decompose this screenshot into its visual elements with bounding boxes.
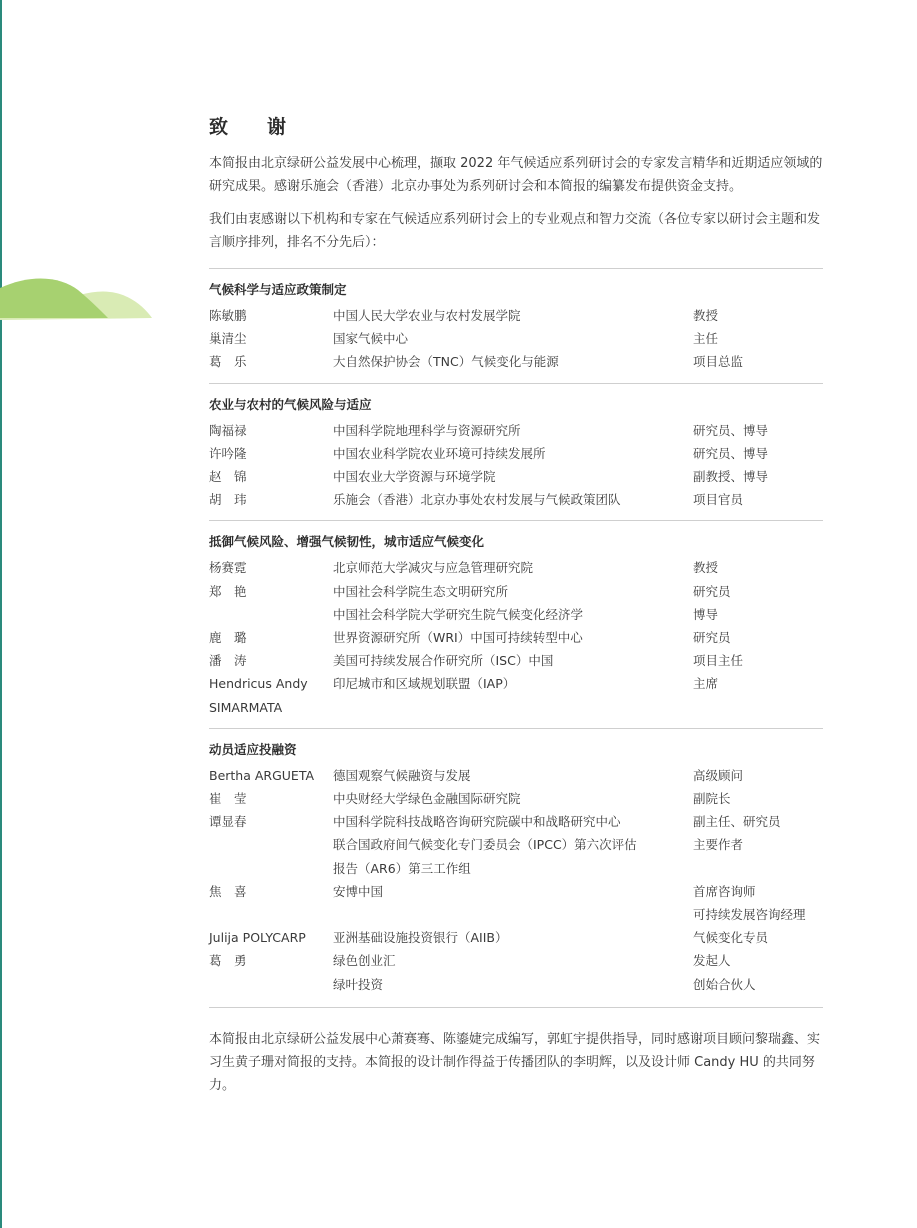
expert-organization: 安博中国 [333,883,384,899]
expert-name: 赵 锦 [209,469,247,485]
expert-row [209,419,823,442]
expert-organization: 绿叶投资 [333,976,384,992]
expert-name: 杨赛霓 [209,560,247,576]
expert-title: 主要作者 [693,837,744,853]
expert-name: 潘 涛 [209,653,247,669]
expert-name: 鹿 璐 [209,630,247,646]
expert-name: Bertha ARGUETA [209,767,315,783]
expert-title: 教授 [693,560,719,576]
intro-paragraph-2: 我们由衷感谢以下机构和专家在气候适应系列研讨会上的专业观点和智力交流（各位专家以研讨会主题和发言顺序排列，排名不分先后）： [209,212,821,250]
expert-row [209,304,823,327]
expert-row [209,626,823,649]
expert-title: 气候变化专员 [693,930,769,946]
expert-title [693,857,823,880]
expert-name: 许吟隆 [209,445,247,461]
expert-title: 高级顾问 [693,767,744,783]
section-title: 气候科学与适应政策制定 [209,282,347,297]
expert-title: 项目主任 [693,653,744,669]
expert-row [209,442,823,465]
section-block [209,268,823,383]
expert-name: 焦 喜 [209,883,247,899]
expert-name: 崔 莹 [209,791,247,807]
expert-row [209,580,823,603]
expert-organization: 联合国政府间气候变化专门委员会（IPCC）第六次评估 [333,837,637,853]
expert-row [209,672,823,718]
expert-row [209,973,823,996]
expert-organization: 中国社会科学院大学研究生院气候变化经济学 [333,606,584,622]
footer-credits [209,1007,823,1097]
expert-name [209,973,333,996]
expert-organization: 德国观察气候融资与发展 [333,767,471,783]
expert-row [209,764,823,787]
decorative-hills [0,270,160,330]
expert-title: 研究员 [693,630,731,646]
expert-title: 主任 [693,331,719,347]
expert-title: 副院长 [693,791,731,807]
expert-row [209,787,823,810]
expert-title: 创始合伙人 [693,976,756,992]
expert-name [209,603,333,626]
expert-title: 研究员、博导 [693,422,769,438]
expert-organization: 中国科学院地理科学与资源研究所 [333,422,521,438]
expert-name: Hendricus Andy SIMARMATA [209,676,308,715]
expert-organization: 亚洲基础设施投资银行（AIIB） [333,930,508,946]
expert-organization: 大自然保护协会（TNC）气候变化与能源 [333,354,559,370]
section-title: 动员适应投融资 [209,741,297,757]
expert-row [209,810,823,833]
expert-title: 教授 [693,308,719,323]
expert-title: 副教授、博导 [693,469,769,485]
expert-row [209,949,823,972]
expert-name [209,833,333,856]
expert-title: 主席 [693,676,719,692]
expert-name: 郑 艳 [209,583,247,599]
expert-organization: 印尼城市和区域规划联盟（IAP） [333,676,516,692]
expert-row [209,833,823,856]
expert-title: 研究员 [693,583,731,599]
page-edge-stripe [0,0,2,1228]
expert-row [209,857,823,880]
intro-paragraph-1: 本简报由北京绿研公益发展中心梳理，撷取 2022 年气候适应系列研讨会的专家发言精华和近期适应领域的研究成果。感谢乐施会（香港）北京办事处为系列研讨会和本简报的编纂发布提供资金支持。 [209,156,823,194]
expert-name: 谭显春 [209,814,247,830]
expert-row [209,649,823,672]
section-block [209,383,823,521]
expert-row [209,556,823,579]
expert-name [209,903,333,926]
expert-organization: 乐施会（香港）北京办事处农村发展与气候政策团队 [333,492,621,508]
expert-row [209,465,823,488]
expert-organization: 中国科学院科技战略咨询研究院碳中和战略研究中心 [333,814,621,830]
expert-name: Julija POLYCARP [209,930,306,946]
section-block [209,728,823,1005]
expert-organization: 报告（AR6）第三工作组 [333,860,471,876]
section-title: 农业与农村的气候风险与适应 [209,396,372,412]
expert-title: 可持续发展咨询经理 [693,907,806,923]
expert-row [209,926,823,949]
expert-title: 项目官员 [693,492,744,508]
expert-name: 陈敏鹏 [209,308,247,323]
expert-title: 研究员、博导 [693,445,769,461]
expert-organization: 国家气候中心 [333,331,409,347]
expert-organization: 美国可持续发展合作研究所（ISC）中国 [333,653,554,669]
expert-title: 博导 [693,606,719,622]
expert-sections [209,268,823,1005]
footer-text: 本简报由北京绿研公益发展中心萧赛骞、陈鎏婕完成编写，郭虹宇提供指导，同时感谢项目顾问黎瑞鑫、实习生黄子珊对简报的支持。本简报的设计制作得益于传播团队的李明辉，以及设计师 Candy HU 的共同努力。 [209,1031,821,1093]
expert-row [209,880,823,903]
expert-row [209,488,823,511]
acknowledgements-content [209,112,823,1097]
expert-organization: 北京师范大学减灾与应急管理研究院 [333,560,534,576]
expert-title: 副主任、研究员 [693,814,781,830]
expert-row [209,327,823,350]
expert-title: 项目总监 [693,354,744,370]
expert-row [209,350,823,373]
expert-organization: 中国人民大学农业与农村发展学院 [333,308,521,323]
page-title: 致 谢 [209,116,297,138]
expert-organization: 中央财经大学绿色金融国际研究院 [333,791,521,807]
expert-organization: 世界资源研究所（WRI）中国可持续转型中心 [333,630,583,646]
section-title: 抵御气候风险、增强气候韧性，城市适应气候变化 [209,534,485,550]
expert-name: 陶福禄 [209,422,247,438]
expert-name: 胡 玮 [209,492,247,508]
expert-organization: 中国农业科学院农业环境可持续发展所 [333,445,546,461]
expert-organization [333,903,693,926]
expert-name [209,857,333,880]
expert-title: 发起人 [693,953,731,969]
expert-row [209,903,823,926]
section-block [209,520,823,727]
expert-title: 首席咨询师 [693,883,756,899]
expert-name: 葛 乐 [209,354,247,370]
expert-organization: 中国社会科学院生态文明研究所 [333,583,509,599]
expert-row [209,603,823,626]
expert-organization: 中国农业大学资源与环境学院 [333,469,496,485]
expert-name: 葛 勇 [209,953,247,969]
expert-organization: 绿色创业汇 [333,953,396,969]
expert-name: 巢清尘 [209,331,247,347]
